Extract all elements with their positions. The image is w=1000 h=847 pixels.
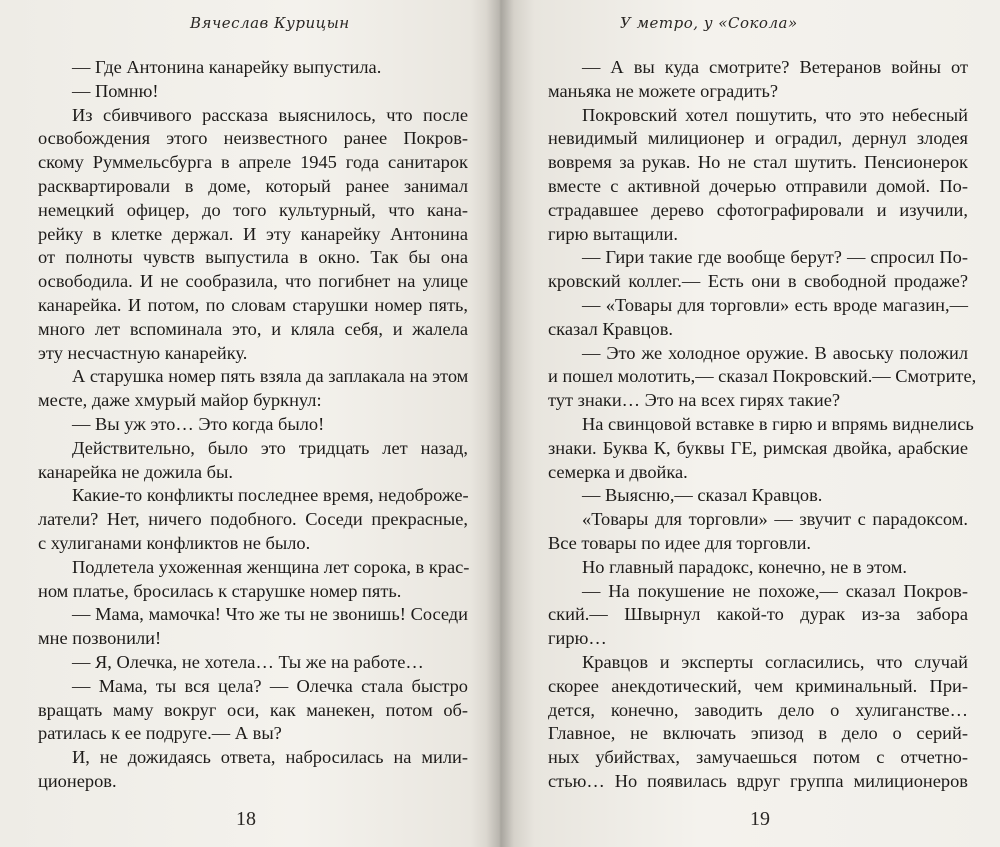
text-line: вращать маму вокруг оси, как манекен, потом об- bbox=[38, 699, 468, 720]
text-line: — Мама, ты вся цела? — Олечка стала быстро bbox=[72, 675, 468, 696]
text-line: сказал Кравцов. bbox=[548, 318, 673, 339]
text-line: ных убийствах, замучаешься потом с отчетно- bbox=[548, 747, 968, 768]
text-line: Подлетела ухоженная женщина лет сорока, в крас- bbox=[72, 556, 470, 577]
text-line: — Я, Олечка, не хотела… Ты же на работе… bbox=[72, 651, 424, 672]
text-line: — Вы уж это… Это когда было! bbox=[72, 413, 325, 434]
text-line: Действительно, было это тридцать лет назад, bbox=[72, 437, 468, 458]
text-line: тут знаки… Это на всех гирях такие? bbox=[548, 390, 841, 411]
text-line: месте, даже хмурый майор буркнул: bbox=[38, 390, 322, 411]
text-line: — Помню! bbox=[72, 80, 159, 101]
text-line: маньяка не можете оградить? bbox=[548, 80, 779, 101]
text-line: мне позвонили! bbox=[38, 628, 162, 649]
text-line: Кравцов и эксперты согласились, что случай bbox=[582, 651, 968, 672]
text-line: вовремя за рукав. Но не стал шутить. Пенсионерок bbox=[548, 152, 968, 173]
text-line: «Товары для торговли» — звучит с парадоксом. bbox=[582, 509, 968, 530]
text-line: ский.— Швырнул какой-то дурак из-за забора bbox=[548, 604, 968, 625]
text-line: — Гири такие где вообще берут? — спросил По- bbox=[582, 247, 968, 268]
text-line: знаки. Буква К, буквы ГЕ, римская двойка, арабские bbox=[548, 437, 968, 458]
text-line: — На покушение не похоже,— сказал Покров- bbox=[582, 580, 968, 601]
text-line: — Где Антонина канарейку выпустила. bbox=[72, 57, 382, 77]
page-number-left: 18 bbox=[236, 808, 256, 830]
text-line: — Это же холодное оружие. В авоську положил bbox=[582, 342, 968, 363]
running-head-title: У метро, у «Сокола» bbox=[620, 14, 798, 32]
text-line: И, не дожидаясь ответа, набросилась на мили- bbox=[72, 747, 468, 768]
text-line: — Выясню,— сказал Кравцов. bbox=[582, 485, 823, 506]
text-line: освободила. И не сообразила, что погибнет на улице bbox=[38, 271, 468, 292]
text-line: с хулиганами конфликтов не было. bbox=[38, 532, 311, 553]
text-line: дется, конечно, заводить дело о хулиганстве… bbox=[548, 699, 968, 720]
text-line: латели? Нет, ничего подобного. Соседи прекрасные, bbox=[38, 509, 468, 530]
text-line: кровский коллег.— Есть они в свободной продаже? bbox=[548, 271, 968, 292]
page-number-right: 19 bbox=[750, 808, 770, 830]
right-page-text bbox=[548, 56, 977, 794]
text-line: А старушка номер пять взяла да заплакала на этом bbox=[72, 366, 469, 387]
text-line: канарейка не дожила бы. bbox=[38, 461, 233, 482]
text-line: Какие-то конфликты последнее время, недоброже- bbox=[72, 485, 469, 506]
text-line: стью… Но появилась вдруг группа милиционеров bbox=[548, 770, 968, 791]
text-line: ратилась к ее подруге.— А вы? bbox=[38, 723, 282, 744]
text-line: расквартировали в доме, который ранее занимал bbox=[38, 175, 468, 196]
text-line: Все товары по идее для торговли. bbox=[548, 532, 812, 553]
text-line: ционеров. bbox=[38, 770, 117, 791]
text-line: скорее анекдотический, чем криминальный. При- bbox=[548, 675, 968, 696]
text-line: гирю… bbox=[548, 628, 607, 649]
text-line: освобождения этого неизвестного ранее Покров- bbox=[38, 128, 468, 149]
text-line: немецкий офицер, до того культурный, что кана- bbox=[38, 199, 468, 220]
text-line: вместе с активной дочерью отправили домой. По- bbox=[548, 175, 968, 196]
text-line: семерка и двойка. bbox=[548, 461, 688, 482]
text-line: канарейка. И потом, по словам старушки номер пять, bbox=[38, 294, 468, 315]
left-page-text bbox=[38, 56, 468, 794]
text-line: страдавшее дерево сфотографировали и изучили, bbox=[548, 199, 968, 220]
text-line: эту несчастную канарейку. bbox=[38, 342, 248, 363]
text-line: рейку в клетке держал. И эту канарейку Антонина bbox=[38, 223, 468, 244]
running-head-author: Вячеслав Курицын bbox=[190, 14, 350, 32]
text-line: — «Товары для торговли» есть вроде магазин,— bbox=[582, 294, 968, 315]
text-line: Но главный парадокс, конечно, не в этом. bbox=[582, 556, 907, 577]
text-line: Покровский хотел пошутить, что это небесный bbox=[582, 104, 968, 125]
text-line: невидимый милиционер и оградил, дернул злодея bbox=[548, 128, 968, 149]
text-line: На свинцовой вставке в гирю и впрямь виднелись bbox=[582, 413, 974, 434]
text-line: много лет вспоминала это, и кляла себя, и жалела bbox=[38, 318, 468, 339]
text-line: ном платье, бросилась к старушке номер пять. bbox=[38, 580, 402, 601]
text-line: и пошел молотить,— сказал Покровский.— Смотрите, bbox=[548, 366, 977, 387]
text-line: — Мама, мамочка! Что же ты не звонишь! Соседи bbox=[72, 604, 468, 625]
text-line: гирю вытащили. bbox=[548, 223, 679, 244]
text-line: от полноты чувств выпустила в окно. Так бы она bbox=[38, 247, 468, 268]
text-line: Из сбивчивого рассказа выяснилось, что после bbox=[72, 104, 468, 125]
text-line: — А вы куда смотрите? Ветеранов войны от bbox=[582, 57, 968, 77]
text-line: Главное, не включать эпизод в дело о серий- bbox=[548, 723, 968, 744]
text-line: скому Руммельсбурга в апреле 1945 года санитарок bbox=[38, 152, 468, 173]
